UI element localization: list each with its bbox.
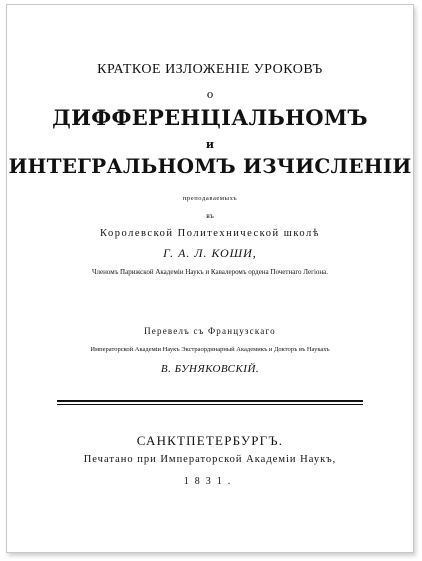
taught-label: преподаваемыхъ [182,195,238,202]
translated-label: Перевелъ съ Французскаго [144,326,276,336]
book-title-page [6,4,414,553]
title-line-about: о [206,88,214,101]
imprint-printer: Печатано при Императорской Академіи Наукъ, [83,454,337,465]
school-name: Королевской Политехнической школѣ [100,228,320,239]
title-line-integral-calculus: ИНТЕГРАЛЬНОМЪ ИЗЧИСЛЕНІИ [8,154,412,178]
translator-name: В. БУНЯКОВСКІЙ. [160,363,260,375]
title-line-differential: ДИФФЕРЕНЦІАЛЬНОМЪ [52,105,368,130]
translator-credentials: Императорской Академіи Наукъ Экстраординарный Академикъ и Докторъ въ Наукахъ [90,346,330,353]
author-credentials: Членомъ Парижской Академіи Наукъ и Кавалеромъ ордена Почетнаго Легіона. [92,268,328,276]
imprint-city: САНКТПЕТЕРБУРГЪ. [136,433,284,448]
title-line-and: и [205,138,215,151]
divider-rule-thick [57,400,363,402]
title-line-brief-exposition: КРАТКОЕ ИЗЛОЖЕНІЕ УРОКОВЪ [97,62,323,77]
imprint-year: 1831. [183,476,237,487]
divider-rule-thin [57,404,363,405]
author-name: Г. А. Л. КОШИ, [163,246,257,260]
in-label: въ [206,212,214,220]
